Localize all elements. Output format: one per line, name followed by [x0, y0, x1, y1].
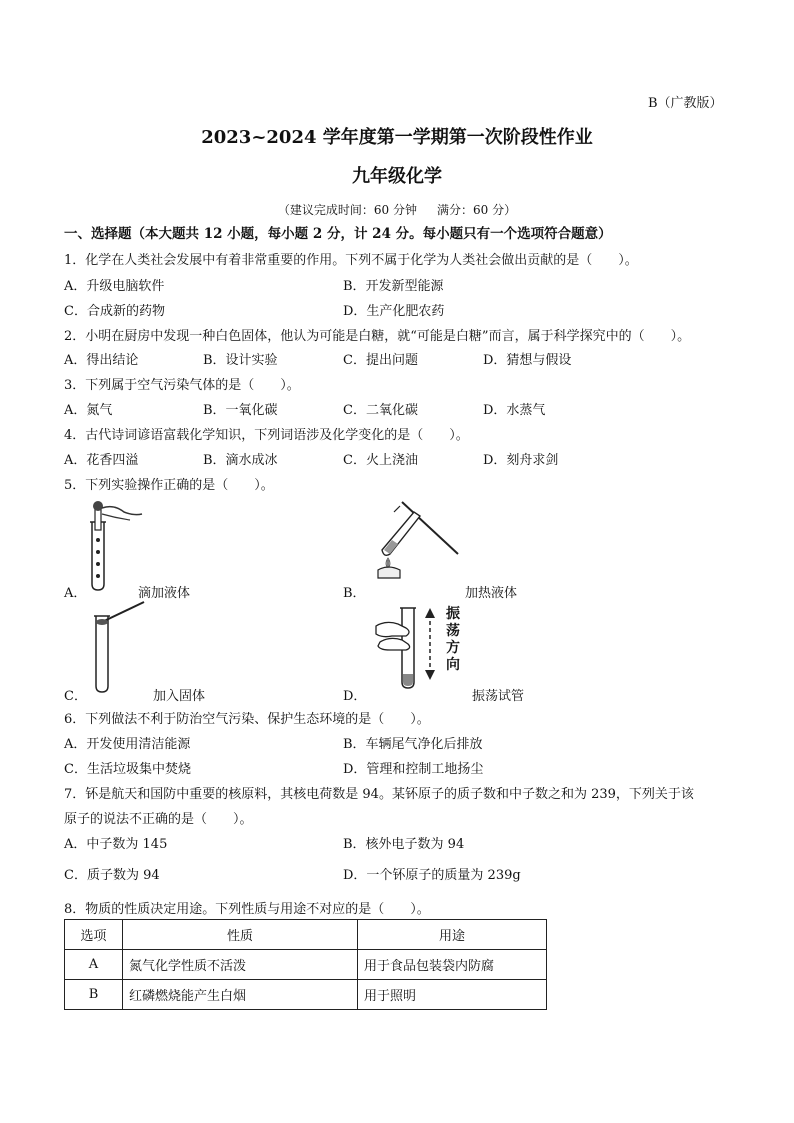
- question-7-stem-line1: 7．钚是航天和国防中重要的核原料，其核电荷数是 94。某钚原子的质子数和中子数之和为 239，下列关于该: [64, 787, 694, 802]
- q6-option-d: D．管理和控制工地扬尘: [343, 762, 484, 777]
- heating-liquid-figure: [370, 498, 466, 584]
- question-2-stem: 2．小明在厨房中发现一种白色固体，他认为可能是白糖，就“可能是白糖”而言，属于科学探究中的（ ）。: [64, 329, 691, 344]
- table-cell: 氮气化学性质不活泼: [123, 950, 358, 980]
- q6-option-a: A．开发使用清洁能源: [64, 737, 191, 752]
- q5-option-a-caption: 滴加液体: [138, 586, 191, 601]
- table-row: [65, 980, 547, 1010]
- q5-option-c-letter: C．: [64, 689, 87, 704]
- q5-option-b-caption: 加热液体: [465, 586, 518, 601]
- question-3-stem: 3．下列属于空气污染气体的是（ ）。: [64, 378, 300, 393]
- page-subtitle: 九年级化学: [352, 166, 442, 187]
- q7-option-b: B．核外电子数为 94: [343, 837, 465, 852]
- q2-option-d: D．猜想与假设: [483, 353, 572, 368]
- q5-option-a-letter: A．: [64, 586, 87, 601]
- dropper-figure: [84, 500, 144, 592]
- q1-option-a: A．升级电脑软件: [64, 279, 165, 294]
- q1-option-c: C．合成新的药物: [64, 304, 165, 319]
- adding-solid-figure: [90, 600, 150, 696]
- edition-label: B（广教版）: [648, 96, 723, 111]
- question-4-stem: 4．古代诗词谚语富载化学知识，下列词语涉及化学变化的是（ ）。: [64, 428, 469, 443]
- q2-option-b: B．设计实验: [203, 353, 278, 368]
- q3-option-c: C．二氧化碳: [343, 403, 418, 418]
- shake-direction-label: 振荡方向: [446, 606, 460, 673]
- q6-option-c: C．生活垃圾集中焚烧: [64, 762, 191, 777]
- table-header-property: 性质: [123, 920, 358, 950]
- page-title: 2023~2024 学年度第一学期第一次阶段性作业: [201, 127, 593, 148]
- table-cell: A: [65, 950, 123, 980]
- question-8-stem: 8．物质的性质决定用途。下列性质与用途不对应的是（ ）。: [64, 902, 430, 917]
- table-cell: 红磷燃烧能产生白烟: [123, 980, 358, 1010]
- table-cell: 用于食品包装袋内防腐: [358, 950, 547, 980]
- q3-option-d: D．水蒸气: [483, 403, 546, 418]
- q5-option-c-caption: 加入固体: [153, 689, 206, 704]
- shaking-tube-figure: [372, 604, 438, 692]
- q7-option-d: D．一个钚原子的质量为 239g: [343, 868, 521, 883]
- score-note: 满分：60 分）: [437, 203, 517, 217]
- q2-option-a: A．得出结论: [64, 353, 139, 368]
- question-6-stem: 6．下列做法不利于防治空气污染、保护生态环境的是（ ）。: [64, 712, 430, 727]
- q1-option-b: B．开发新型能源: [343, 279, 444, 294]
- exam-meta: [0, 201, 794, 218]
- time-note: （建议完成时间：60 分钟: [277, 203, 417, 217]
- q3-option-b: B．一氧化碳: [203, 403, 278, 418]
- q6-option-b: B．车辆尾气净化后排放: [343, 737, 483, 752]
- section-heading: 一、选择题（本大题共 12 小题，每小题 2 分，计 24 分。每小题只有一个选项符合题意）: [64, 226, 612, 242]
- table-row: [65, 950, 547, 980]
- table-header-option: 选项: [65, 920, 123, 950]
- table-cell: 用于照明: [358, 980, 547, 1010]
- question-1-stem: 1．化学在人类社会发展中有着非常重要的作用。下列不属于化学为人类社会做出贡献的是（ ）。: [64, 253, 638, 268]
- q4-option-b: B．滴水成冰: [203, 453, 278, 468]
- q2-option-c: C．提出问题: [343, 353, 418, 368]
- q5-option-b-letter: B．: [343, 586, 366, 601]
- question-7-stem-line2: 原子的说法不正确的是（ ）。: [64, 812, 253, 827]
- q4-option-a: A．花香四溢: [64, 453, 139, 468]
- q7-option-a: A．中子数为 145: [64, 837, 168, 852]
- question-5-stem: 5．下列实验操作正确的是（ ）。: [64, 478, 274, 493]
- q4-option-d: D．刻舟求剑: [483, 453, 559, 468]
- table-cell: B: [65, 980, 123, 1010]
- table-header-use: 用途: [358, 920, 547, 950]
- q7-option-c: C．质子数为 94: [64, 868, 160, 883]
- q5-option-d-caption: 振荡试管: [472, 689, 525, 704]
- q5-option-d-letter: D．: [343, 689, 367, 704]
- q3-option-a: A．氮气: [64, 403, 113, 418]
- property-use-table: [64, 919, 547, 1010]
- table-header-row: [65, 920, 547, 950]
- q1-option-d: D．生产化肥农药: [343, 304, 445, 319]
- q4-option-c: C．火上浇油: [343, 453, 418, 468]
